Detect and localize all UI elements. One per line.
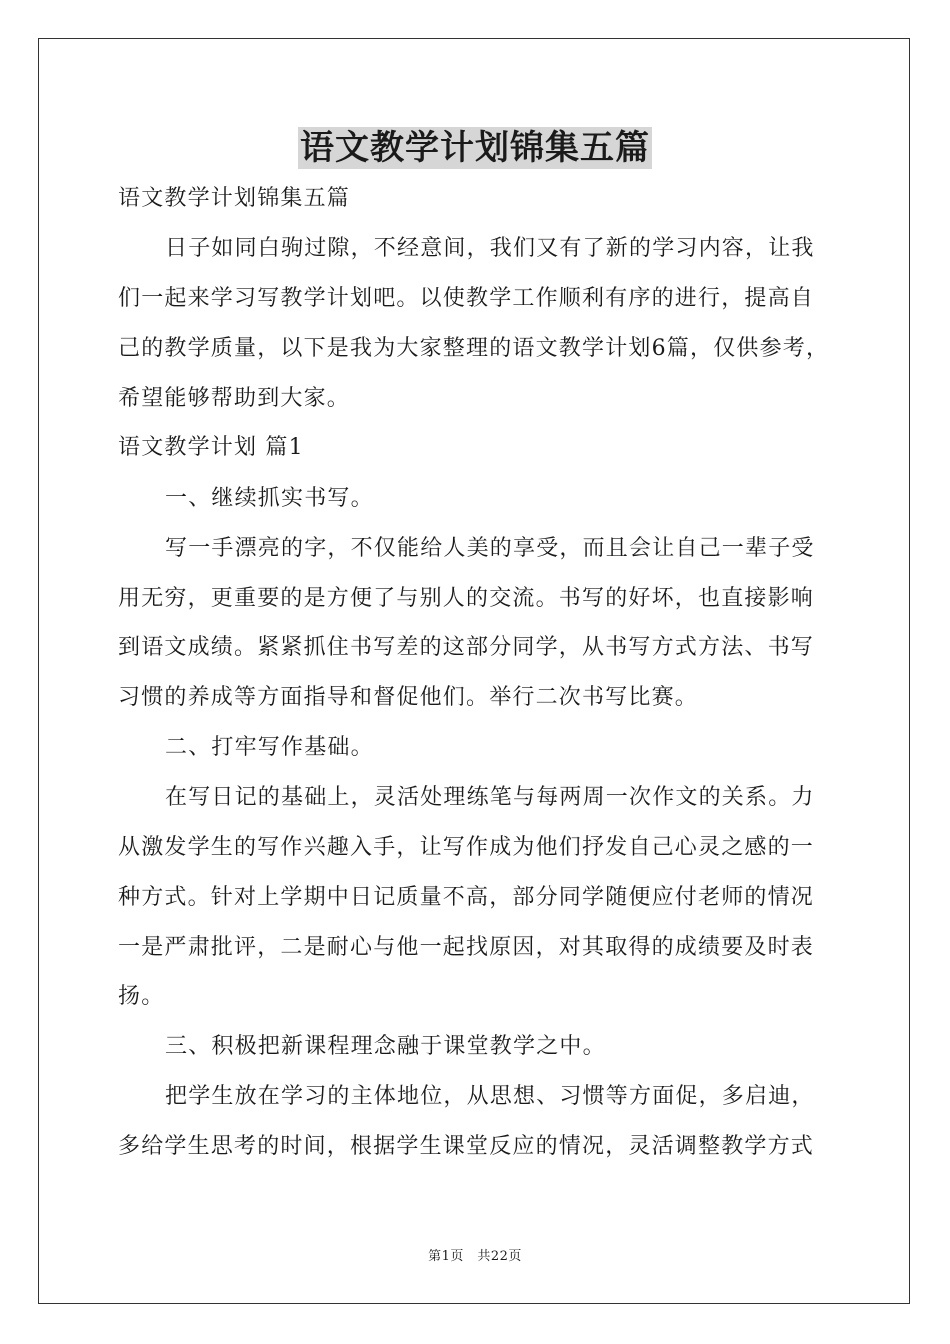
subsection-heading: 三、积极把新课程理念融于课堂教学之中。 xyxy=(165,1034,606,1059)
document-title: 语文教学计划锦集五篇 xyxy=(300,128,650,168)
page-border xyxy=(38,38,910,1304)
page-footer: 第1页 共22页 xyxy=(428,1249,522,1264)
subsection-heading: 二、打牢写作基础。 xyxy=(165,735,374,760)
paragraph-line: 日子如同白驹过隙，不经意间，我们又有了新的学习内容，让我 xyxy=(165,236,815,261)
paragraph-line: 希望能够帮助到大家。 xyxy=(118,386,351,411)
paragraph-line: 多给学生思考的时间，根据学生课堂反应的情况，灵活调整教学方式 xyxy=(118,1134,815,1159)
paragraph-line: 到语文成绩。紧紧抓住书写差的这部分同学，从书写方式方法、书写 xyxy=(118,635,815,660)
paragraph-line: 己的教学质量，以下是我为大家整理的语文教学计划6篇，仅供参考， xyxy=(118,336,830,361)
paragraph-line: 一是严肃批评，二是耐心与他一起找原因，对其取得的成绩要及时表 xyxy=(118,935,815,960)
paragraph-line: 在写日记的基础上，灵活处理练笔与每两周一次作文的关系。力 xyxy=(165,785,815,810)
paragraph-line: 写一手漂亮的字，不仅能给人美的享受，而且会让自己一辈子受 xyxy=(165,536,815,561)
paragraph-line: 扬。 xyxy=(118,984,165,1009)
section-heading: 语文教学计划 篇1 xyxy=(118,435,304,460)
paragraph-line: 们一起来学习写教学计划吧。以使教学工作顺利有序的进行，提高自 xyxy=(118,286,815,311)
subtitle-line: 语文教学计划锦集五篇 xyxy=(118,186,351,211)
paragraph-line: 从激发学生的写作兴趣入手，让写作成为他们抒发自己心灵之感的一 xyxy=(118,835,815,860)
paragraph-line: 用无穷，更重要的是方便了与别人的交流。书写的好坏，也直接影响 xyxy=(118,586,815,611)
subsection-heading: 一、继续抓实书写。 xyxy=(165,486,374,511)
title-container xyxy=(0,127,950,169)
paragraph-line: 种方式。针对上学期中日记质量不高，部分同学随便应付老师的情况 xyxy=(118,885,815,910)
paragraph-line: 习惯的养成等方面指导和督促他们。举行二次书写比赛。 xyxy=(118,685,699,710)
paragraph-line: 把学生放在学习的主体地位，从思想、习惯等方面促，多启迪， xyxy=(165,1084,815,1109)
